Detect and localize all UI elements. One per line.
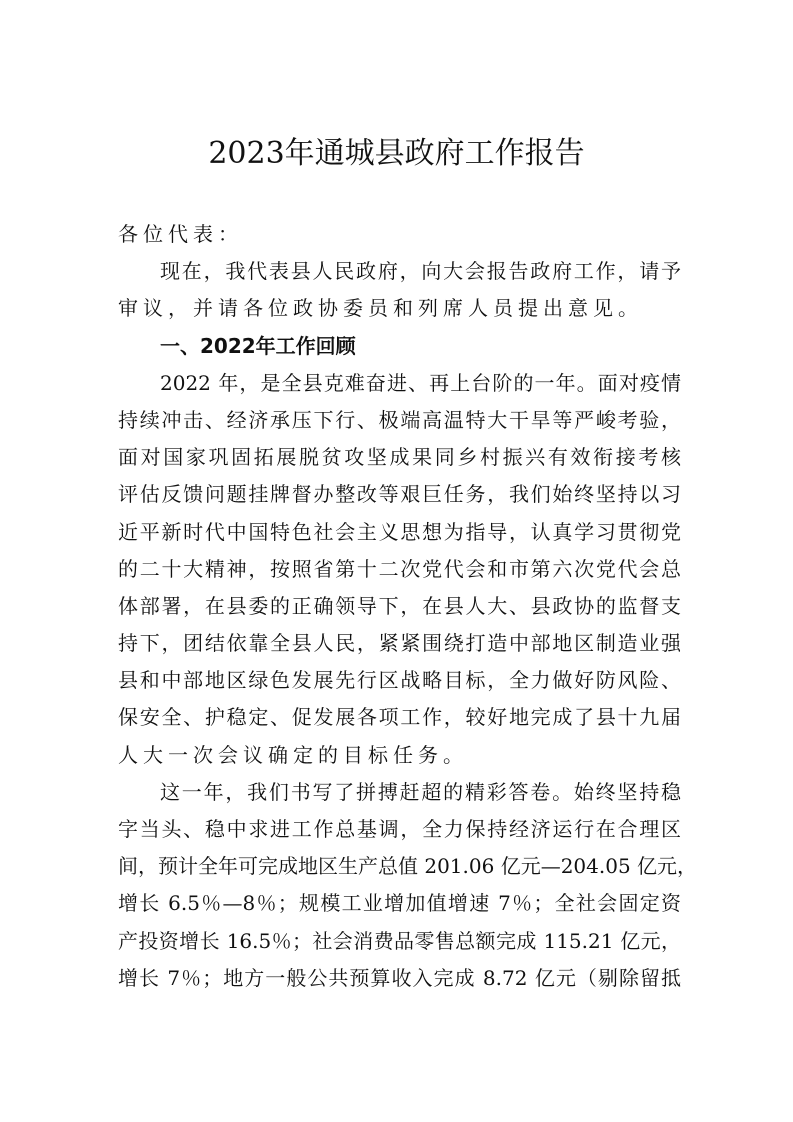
paragraph-line: 人大一次会议确定的目标任务。	[118, 742, 468, 767]
document-body	[118, 216, 698, 997]
section-heading: 一、2022年工作回顾	[160, 333, 356, 358]
paragraph-line: 持下，团结依靠全县人民，紧紧围绕打造中部地区制造业强	[118, 631, 681, 656]
document-title: 2023年通城县政府工作报告	[208, 136, 585, 171]
paragraph-line: 县和中部地区绿色发展先行区战略目标，全力做好防风险、	[118, 668, 681, 693]
paragraph-line: 现在，我代表县人民政府，向大会报告政府工作，请予	[160, 259, 681, 284]
intro-paragraph	[118, 253, 681, 327]
paragraph-line: 产投资增长 16.5％；社会消费品零售总额完成 115.21 亿元，	[118, 928, 681, 953]
paragraph-line: 近平新时代中国特色社会主义思想为指导，认真学习贯彻党	[118, 519, 681, 544]
paragraph-line: 评估反馈问题挂牌督办整改等艰巨任务，我们始终坚持以习	[118, 482, 681, 507]
paragraph-line: 保安全、护稳定、促发展各项工作，较好地完成了县十九届	[118, 705, 681, 730]
paragraph-line: 间，预计全年可完成地区生产总值 201.06 亿元—204.05 亿元，	[118, 854, 698, 879]
paragraph-review	[118, 365, 681, 774]
paragraph-line: 增长 6.5％—8％；规模工业增加值增速 7％；全社会固定资	[118, 891, 681, 916]
paragraph-line: 持续冲击、经济承压下行、极端高温特大干旱等严峻考验，	[118, 407, 681, 432]
paragraph-achievements	[118, 774, 698, 997]
paragraph-line: 的二十大精神，按照省第十二次党代会和市第六次党代会总	[118, 556, 681, 581]
paragraph-line: 体部署，在县委的正确领导下，在县人大、县政协的监督支	[118, 593, 681, 618]
paragraph-line: 这一年，我们书写了拼搏赶超的精彩答卷。始终坚持稳	[160, 779, 681, 804]
paragraph-line: 字当头、稳中求进工作总基调，全力保持经济运行在合理区	[118, 817, 681, 841]
greeting: 各位代表：	[118, 222, 243, 246]
paragraph-line: 增长 7％；地方一般公共预算收入完成 8.72 亿元（剔除留抵	[118, 965, 681, 990]
paragraph-line: 审议，并请各位政协委员和列席人员提出意见。	[118, 296, 643, 321]
paragraph-line: 2022 年，是全县克难奋进、再上台阶的一年。面对疫情	[160, 370, 681, 395]
paragraph-line: 面对国家巩固拓展脱贫攻坚成果同乡村振兴有效衔接考核	[118, 445, 681, 470]
